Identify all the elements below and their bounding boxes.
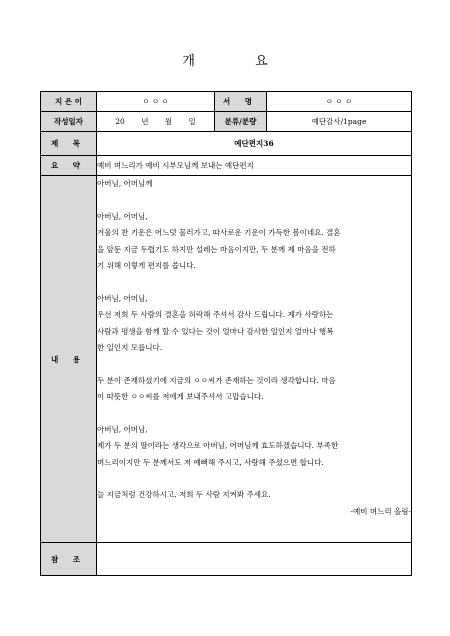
summary-label: 요 약 bbox=[41, 156, 97, 176]
author-value: ㅇ ㅇ ㅇ bbox=[97, 92, 215, 112]
reference-row bbox=[41, 543, 412, 576]
reference-value bbox=[97, 543, 412, 576]
letter-line: 기 위해 이렇게 편지를 씁니다. bbox=[97, 261, 196, 270]
letter-line: 두 분이 존재하셨기에 지금의 ㅇㅇ씨가 존재하는 것이라 생각합니다. 마음 bbox=[97, 375, 336, 385]
letter-line: 이 따뜻한 ㅇㅇ씨를 저에게 보내주셔서 고맙습니다. bbox=[97, 392, 264, 401]
letter-line: 늘 지금처럼 건강하시고, 저희 두 사람 지켜봐 주세요. bbox=[97, 490, 271, 499]
letter-line: 아버님, 어머님, bbox=[97, 293, 148, 303]
page-title: 개 요 bbox=[182, 54, 296, 69]
letter-greeting: 아버님, 어머님께 bbox=[97, 179, 153, 188]
letter-line: 아버님, 어머님, bbox=[97, 211, 148, 221]
content-row bbox=[41, 176, 412, 543]
sign-label: 서 명 bbox=[215, 92, 267, 112]
subject-row bbox=[41, 132, 412, 156]
letter-line: 제가 두 분의 딸이라는 생각으로 아버님, 어머님께 효도하겠습니다. 부족한 bbox=[97, 441, 339, 450]
summary-row bbox=[41, 156, 412, 176]
date-row bbox=[41, 112, 412, 132]
reference-label: 참 조 bbox=[41, 543, 97, 576]
letter-line: 아버님, 어머님, bbox=[97, 424, 148, 434]
author-label: 지 은 이 bbox=[41, 92, 97, 112]
letter-body bbox=[97, 176, 412, 543]
letter-line: 을 앞둔 지금 두렵기도 하지만 설레는 마음이지만, 두 분께 제 마음을 전하 bbox=[97, 244, 336, 254]
letter-line: 한 일인지 모릅니다. bbox=[97, 343, 163, 352]
author-row bbox=[41, 92, 412, 112]
letter-line: 사람과 평생을 함께 할 수 있다는 것이 얼마나 감사한 일인지 얼마나 행복 bbox=[97, 326, 334, 336]
date-value: 20 년 월 일 bbox=[97, 112, 215, 132]
letter-line: 우선 저희 두 사람의 결혼을 허락해 주셔서 감사 드립니다. 제가 사랑하는 bbox=[97, 310, 334, 319]
summary-value: 예비 며느리가 예비 시부모님께 보내는 예단편지 bbox=[97, 156, 412, 176]
date-label: 작성일자 bbox=[41, 112, 97, 132]
letter-line: 며느리이지만 두 분께서도 저 예뻐해 주시고, 사랑해 주셨으면 합니다. bbox=[97, 457, 324, 467]
category-value: 예단감사/1page bbox=[267, 112, 412, 132]
document-form bbox=[40, 91, 412, 576]
subject-value: 예단편지36 bbox=[97, 132, 412, 156]
content-label: 내 용 bbox=[41, 176, 97, 543]
sign-value: ㅇ ㅇ ㅇ bbox=[267, 92, 412, 112]
letter-line: 겨울의 찬 기운은 어느덧 물러가고, 따사로운 기운이 가득한 봄이네요. 결혼 bbox=[97, 228, 341, 237]
subject-label: 제 목 bbox=[41, 132, 97, 156]
category-label: 분류/분량 bbox=[215, 112, 267, 132]
letter-signature: -예비 며느리 올림- bbox=[350, 506, 411, 516]
